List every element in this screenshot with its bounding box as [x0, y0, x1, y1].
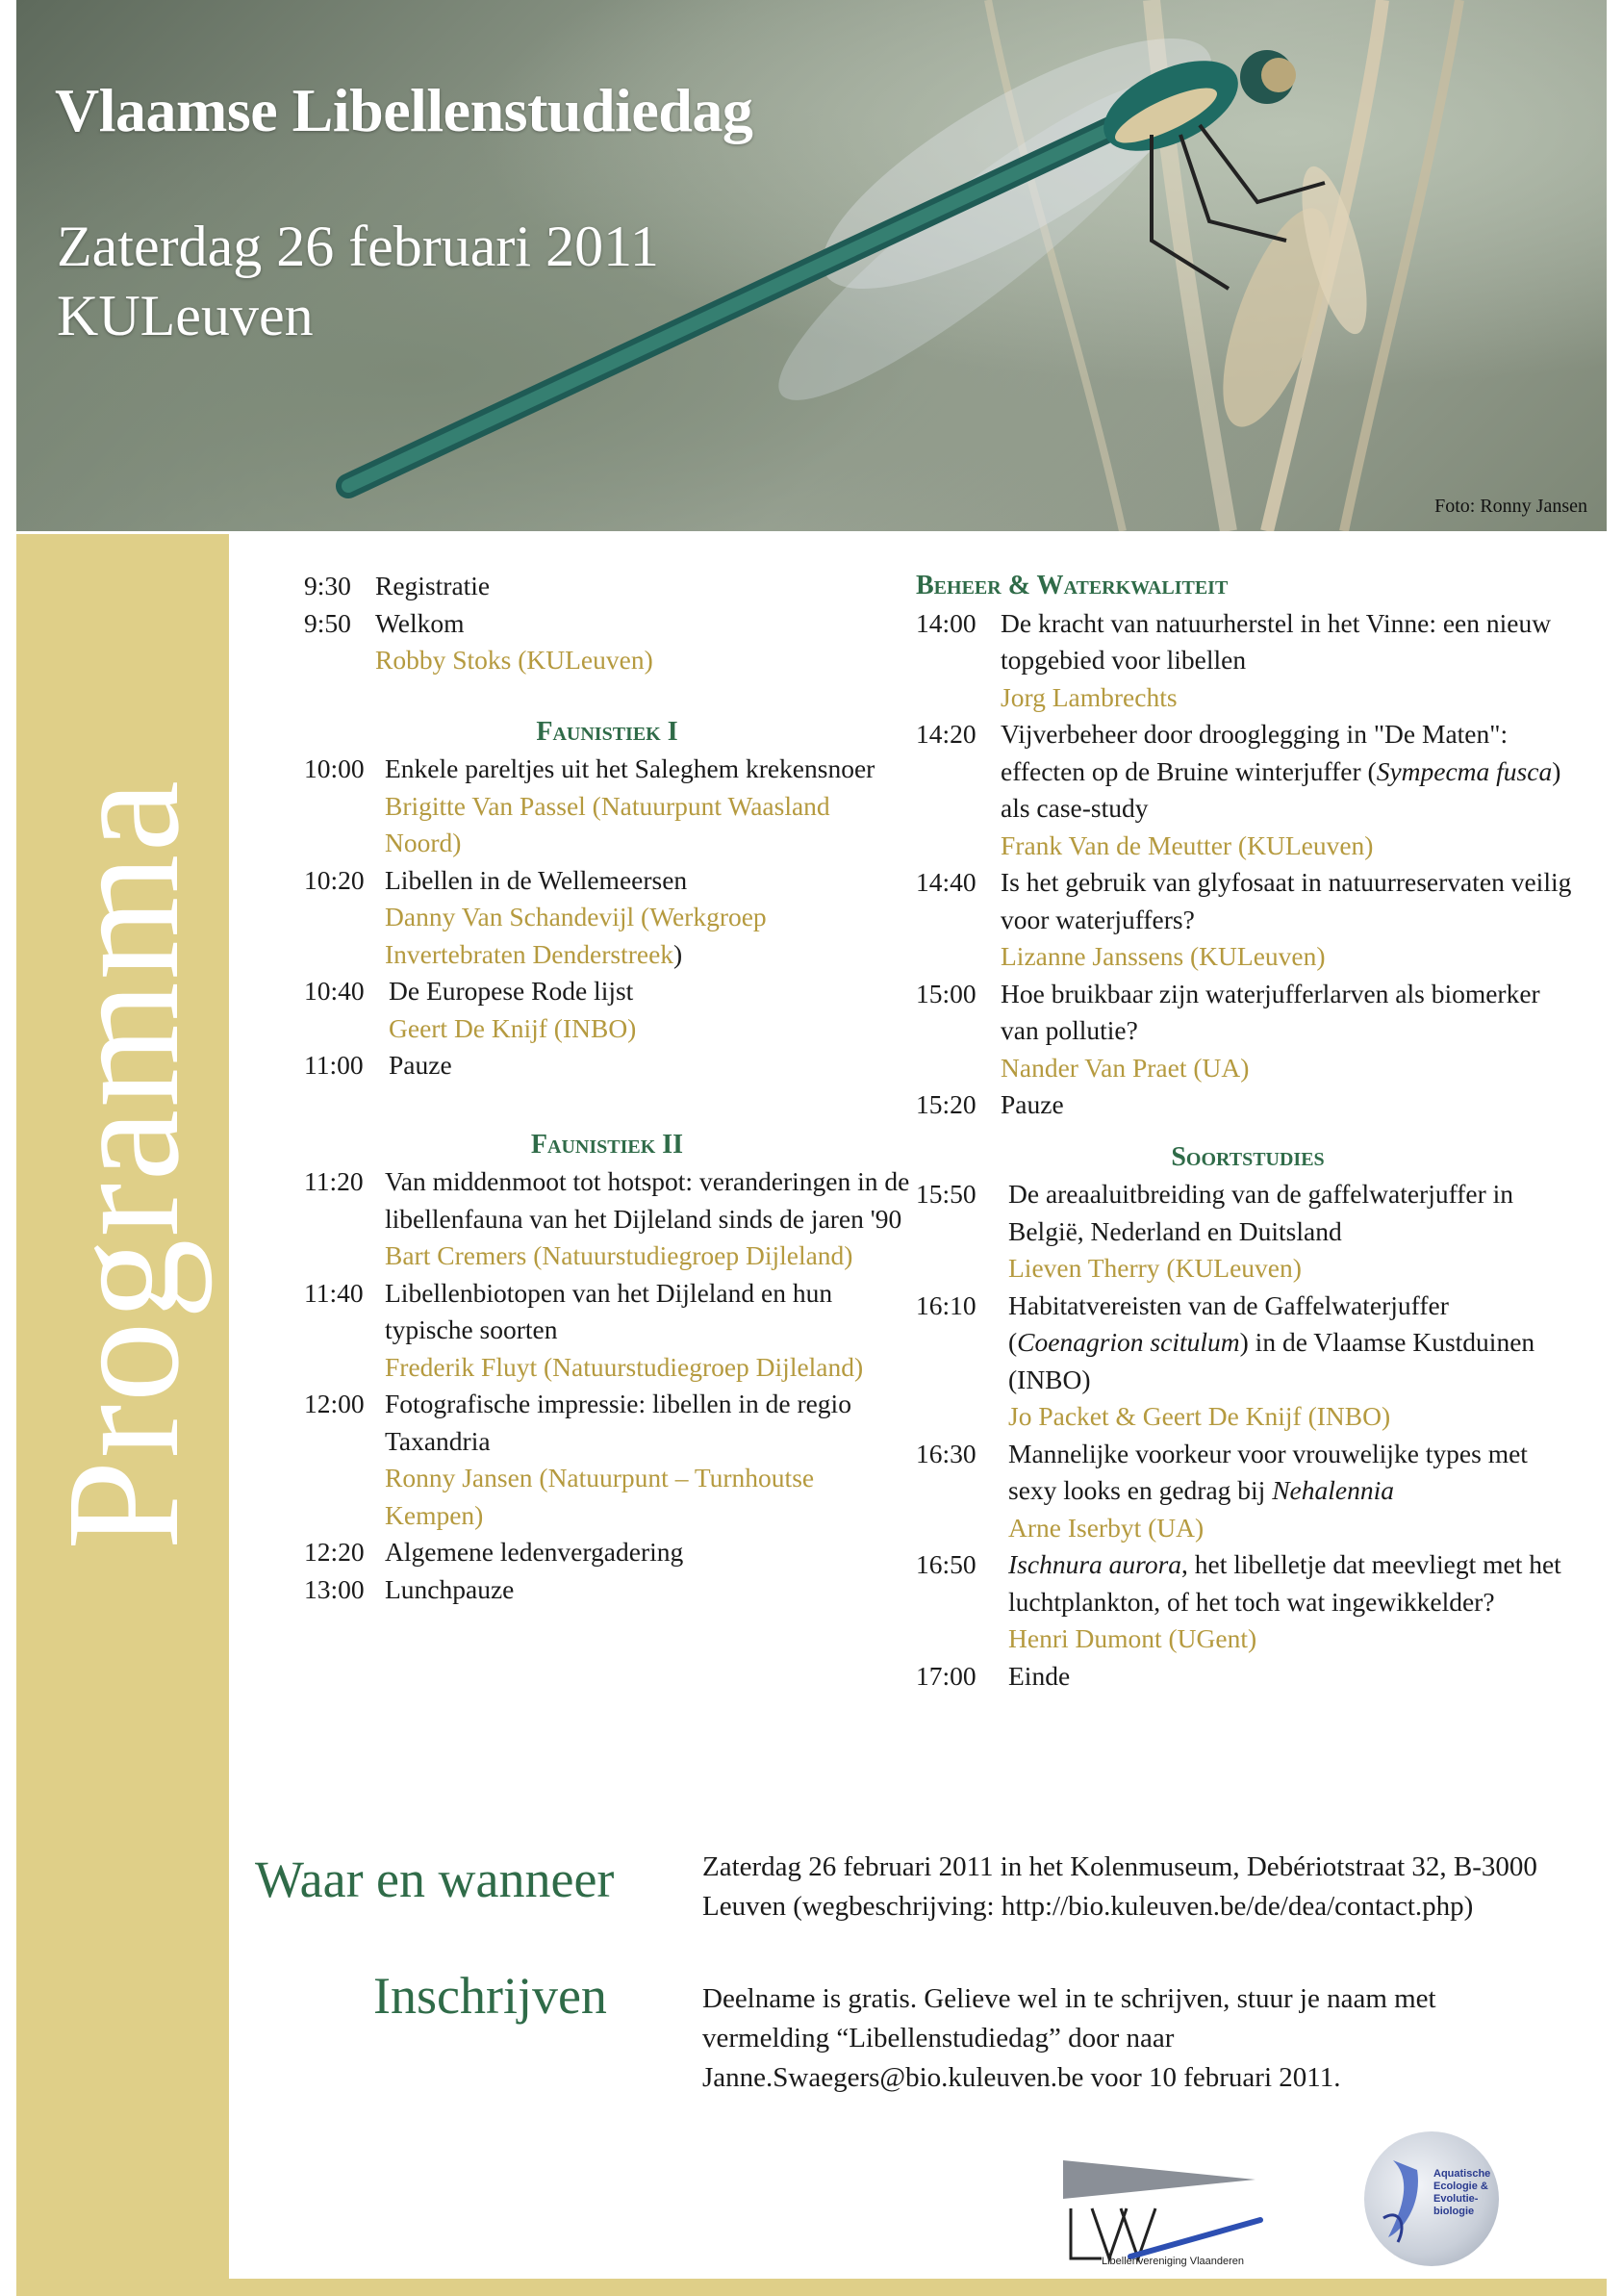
item-time: 10:40 [304, 976, 365, 1006]
program-item [304, 751, 910, 862]
item-speaker: Jorg Lambrechts [1001, 681, 1178, 712]
item-title: Fotografische impressie: libellen in de regio Taxandria [385, 1389, 851, 1456]
item-speaker: Geert De Knijf (INBO) [389, 1012, 637, 1043]
program-item [916, 976, 1580, 1087]
item-title: Libellenbiotopen van het Dijleland en hun typische soorten [385, 1277, 833, 1344]
item-time: 11:20 [304, 1166, 364, 1196]
program-item [916, 864, 1580, 976]
item-time: 15:00 [916, 978, 976, 1008]
item-time: 12:20 [304, 1537, 365, 1567]
item-speaker: Henri Dumont (UGent) [1008, 1623, 1257, 1653]
program-item [916, 1086, 1580, 1124]
item-title: Enkele pareltjes uit het Saleghem krekensnoer [385, 753, 875, 783]
program-right-column [916, 568, 1580, 1695]
item-title: Registratie [375, 571, 491, 600]
item-title: Pauze [1001, 1089, 1064, 1119]
item-time: 14:00 [916, 607, 976, 638]
item-speaker: Nander Van Praet (UA) [1001, 1052, 1250, 1083]
section-heading: Soortstudies [1171, 1141, 1325, 1172]
item-time: 11:00 [304, 1050, 364, 1080]
item-time: 13:00 [304, 1573, 365, 1604]
item-speaker: Danny Van Schandevijl (Werkgroep Invertebraten Denderstreek [385, 902, 767, 969]
program-item [916, 1288, 1580, 1436]
program-item [304, 1571, 910, 1609]
item-time: 14:20 [916, 719, 976, 749]
item-title: Hoe bruikbaar zijn waterjufferlarven als biomerker van pollutie? [1001, 978, 1540, 1045]
title-part: Mannelijke voorkeur voor vrouwelijke types met sexy looks en gedrag bij [1008, 1438, 1528, 1505]
item-speaker: Robby Stoks (KULeuven) [375, 645, 653, 675]
item-title: De Europese Rode lijst [389, 976, 634, 1006]
title-part: ) in de Vlaamse Kustduinen (INBO) [1008, 1327, 1535, 1394]
item-speaker: Jo Packet & Geert De Knijf (INBO) [1008, 1401, 1391, 1431]
program-item [916, 605, 1580, 717]
item-time: 15:20 [916, 1089, 976, 1119]
photo-credit: Foto: Ronny Jansen [1434, 496, 1587, 517]
item-title: Algemene ledenvergadering [385, 1537, 684, 1567]
event-date: Zaterdag 26 februari 2011 [57, 215, 659, 278]
program-item [916, 1546, 1580, 1658]
item-speaker: Ronny Jansen (Natuurpunt – Turnhoutse Kempen) [385, 1463, 815, 1530]
register-text: Deelname is gratis. Gelieve wel in te schrijven, stuur je naam met vermelding “Libellenstudiedag” door naar Janne.Swaegers@bio.kuleuven.be voor 10 februari 2011. [702, 1983, 1436, 2093]
item-title [1001, 716, 1580, 828]
species-name: Sympecma fusca [1376, 755, 1553, 786]
item-title [1008, 1288, 1580, 1399]
item-speaker: Lieven Therry (KULeuven) [1008, 1253, 1302, 1283]
program-item [304, 605, 910, 679]
side-title: Programma [34, 778, 213, 1550]
event-title: Vlaamse Libellenstudiedag [55, 76, 753, 144]
program-item [916, 1436, 1580, 1547]
program-item [304, 568, 910, 605]
item-time: 16:30 [916, 1438, 976, 1468]
item-title: Libellen in de Wellemeersen [385, 864, 688, 895]
item-speaker: Frank Van de Meutter (KULeuven) [1001, 829, 1374, 860]
item-speaker: Frederik Fluyt (Natuurstudiegroep Dijleland) [385, 1351, 864, 1382]
program-item [304, 1047, 910, 1084]
item-time: 17:00 [916, 1660, 976, 1691]
item-time: 16:10 [916, 1289, 976, 1320]
event-location: KULeuven [57, 284, 314, 347]
side-title-wrap [16, 534, 230, 1554]
item-time: 10:20 [304, 864, 365, 895]
species-name: Ischnura aurora [1008, 1549, 1182, 1579]
program-item [304, 1163, 910, 1275]
item-time: 10:00 [304, 753, 365, 783]
item-time: 16:50 [916, 1549, 976, 1579]
event-date-location [57, 212, 659, 350]
item-title: Pauze [389, 1050, 452, 1080]
item-title: Lunchpauze [385, 1573, 515, 1604]
register-label: Inschrijven [373, 1967, 607, 2025]
species-name: Nehalennia [1272, 1475, 1394, 1505]
item-speaker: Brigitte Van Passel (Natuurpunt Waasland Noord) [385, 790, 830, 857]
program-item [916, 1658, 1580, 1696]
item-title: De kracht van natuurherstel in het Vinne: een nieuw topgebied voor libellen [1001, 607, 1552, 675]
item-time: 9:30 [304, 571, 351, 600]
item-title [1008, 1546, 1580, 1620]
title-part: , het libelletje dat meevliegt met het luchtplankton, of het toch wat ingewikkelder? [1008, 1549, 1561, 1617]
program-item [304, 973, 910, 1047]
item-time: 14:40 [916, 867, 976, 897]
program-item [304, 1534, 910, 1571]
item-time: 11:40 [304, 1277, 364, 1308]
species-name: Coenagrion scitulum [1017, 1327, 1240, 1357]
lvv-caption: Libellenvereniging Vlaanderen [1102, 2256, 1245, 2267]
program-item [916, 1176, 1580, 1288]
item-speaker: Bart Cremers (Natuurstudiegroep Dijleland) [385, 1240, 853, 1270]
item-speaker: Arne Iserbyt (UA) [1008, 1512, 1205, 1543]
title-part: ) als case-study [1001, 755, 1561, 823]
lvv-mark: LVV [1071, 2264, 1073, 2265]
item-time: 9:50 [304, 607, 351, 638]
item-title [1008, 1436, 1580, 1510]
program-item: 10:20 Libellen in de Wellemeersen Danny Van Schandevijl (Werkgroep Invertebraten Denderstreek) [304, 862, 910, 974]
program-item [304, 1386, 910, 1534]
item-title: Van middenmoot tot hotspot: veranderingen in de libellenfauna van het Dijleland sinds de jaren '90 [385, 1166, 910, 1234]
item-time: 12:00 [304, 1389, 365, 1418]
item-title: Is het gebruik van glyfosaat in natuurreservaten veilig voor waterjuffers? [1001, 867, 1572, 934]
program-left-column [304, 568, 910, 1608]
item-speaker: Lizanne Janssens (KULeuven) [1001, 941, 1326, 971]
where-when-text: Zaterdag 26 februari 2011 in het Kolenmuseum, Debériotstraat 32, B-3000 Leuven (wegbeschrijving: http://bio.kuleuven.be/de/dea/contact.php) [702, 1851, 1537, 1922]
title-part: Habitatvereisten van de Gaffelwaterjuffer ( [1008, 1289, 1449, 1357]
lvv-logo [1063, 2151, 1270, 2266]
title-part: Vijverbeheer door drooglegging in "De Maten": effecten op de Bruine winterjuffer ( [1001, 719, 1509, 786]
where-when-label: Waar en wanneer [255, 1850, 615, 1908]
section-heading: Beheer & Waterkwaliteit [916, 571, 1229, 600]
aeeb-logo [1364, 2131, 1499, 2266]
item-time: 15:50 [916, 1179, 976, 1209]
header-photo [16, 0, 1607, 531]
item-title: Welkom [375, 607, 465, 638]
aeeb-text: Aquatische Ecologie & Evolutie-biologie [1433, 2168, 1491, 2217]
section-heading: Faunistiek I [536, 716, 678, 747]
item-title: Einde [1008, 1660, 1071, 1691]
program-item [916, 716, 1580, 864]
program-item [304, 1275, 910, 1387]
item-title: De areaaluitbreiding van de gaffelwaterjuffer in België, Nederland en Duitsland [1008, 1179, 1514, 1246]
section-heading: Faunistiek II [530, 1129, 684, 1160]
